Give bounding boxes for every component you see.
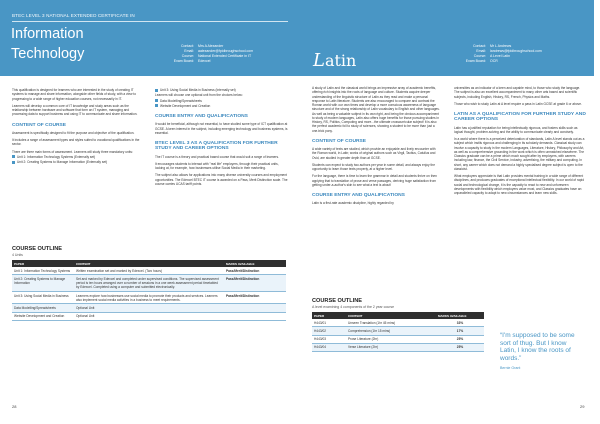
exam-board-value: OCR: [490, 59, 498, 63]
email-value: landrews@fpidbroughschool.com: [490, 49, 542, 53]
table-header-row: [12, 260, 286, 267]
bullet-item: Website Development and Creation: [155, 104, 289, 108]
kicker-divider: [12, 21, 288, 22]
body-paragraph: The IT course is a theory and practical based course that would suit a range of learners.: [155, 154, 279, 159]
table-header-row: [312, 312, 484, 319]
intro-paragraph: This qualification is designed for learners who are interested in the study of creating IT systems to manage and share information, alongside other fields of study, with a view to progressing to a wide range of higher education courses, not necessarily in IT.: [12, 88, 136, 101]
outline-subtitle: 4 Units: [12, 253, 23, 257]
pull-quote: [500, 332, 582, 373]
contact-value: Mrs A Alexander: [198, 44, 224, 48]
bullet-square-icon: [12, 155, 15, 158]
table-cell: 25%: [436, 335, 484, 343]
course-kicker: BTEC LEVEL 3 NATIONAL EXTENDED CERTIFICATE IN: [12, 13, 135, 18]
body-paragraph: Latin has a justified reputation for being intellectually rigorous, and fosters skills such as logical thought, problem-solving and the ability to communicate clearly and concisely.: [454, 125, 578, 134]
body-paragraph: It encourages students to interact with "real life" employers, through their practical units, looking at, for example, how businesses utilise Social Media in their marketing.: [155, 161, 279, 171]
bullet-square-icon: [155, 104, 158, 107]
section-heading: COURSE ENTRY AND QUALIFICATIONS: [155, 114, 248, 119]
table-cell: H443/02: [312, 327, 346, 335]
section-heading: COURSE ENTRY AND QUALIFICATIONS: [312, 193, 405, 199]
table-cell: Pass/Merit/Distinction: [224, 267, 286, 275]
table-cell: Verse Literature (2hr): [346, 343, 436, 351]
body-paragraph: In a world where there is a perceived deterioration of standards, Latin A level stands out as a subject which instils rigorous and challenging in its scholarly demands. Classical study can involve a capacity to study in the modern Languages, Literature, History, Philosophy and Art, as well as a comprehensive grounding in the work which is often unmatched elsewhere. The Classics graduate can be a prime which much sought after by employers, with careers including law, finance, the Civil Service, industry, advertising, the military and computing. In short, any career which does not demand a highly specialised degree subject is open to the classicist.: [454, 137, 585, 171]
table-cell: 17%: [436, 327, 484, 335]
bullet-item: Unit 2: Creating Systems to Manage Information (Externally set): [12, 160, 142, 164]
exam-board-key: Exam Board:: [465, 59, 486, 63]
exam-board-value: Edexcel: [198, 59, 211, 63]
contact-value: Mr L Andrews: [490, 44, 512, 48]
table-cell: Prose Literature (2hr): [346, 335, 436, 343]
table-cell: Pass/Merit/Distinction: [224, 292, 286, 304]
body-paragraph: For the language, there is time to learn the grammar in detail and students thrive on then applying that to translation of prose and verse passages, deriving huge satisfaction from getting under-a-author's skin to see what a text is about!: [312, 174, 437, 187]
table-cell: Set and marked by Edexcel and completed under supervised conditions. The supervised assessment period is ten hours arranged over a number of sessions in a one week assessment period timetabled by Edexcel. Completed using a computer and submitted electronically.: [74, 275, 224, 292]
exam-board-key: Exam Board:: [173, 59, 194, 63]
outline-title: COURSE OUTLINE: [12, 246, 63, 252]
table-cell: Learners explore how businesses use social media to promote their products and services. Learners also implement social media activities in a business to meet requirements.: [74, 292, 224, 304]
column-header: CONTENT: [74, 260, 224, 267]
table-row: [312, 327, 484, 335]
intro-paragraph: Learners will develop a common core of IT knowledge and study areas such as the relationship between hardware and software that form an IT system, managing and processing data to support business and using IT to communicate and share information.: [12, 103, 138, 117]
table-cell: Unit 3: Using Social Media in Business: [12, 292, 74, 304]
body-paragraph: Students can expect to study two authors per year in some detail, and always enjoy the opportunity to learn those texts properly, at a higher level.: [312, 162, 435, 172]
table-cell: [224, 304, 286, 312]
table-cell: Unseen Translation (1hr 45 mins): [346, 319, 436, 327]
table-cell: Written examination set and marked by Edexcel. (Two hours): [74, 267, 224, 275]
table-row: [312, 343, 484, 351]
column-header: MARKS AVAILABLE: [224, 260, 286, 267]
body-paragraph: It includes a range of assessment types and styles suited to vocational qualifications in the sector.: [12, 138, 140, 147]
latin-title-initial: L: [313, 50, 325, 71]
table-row: [12, 275, 286, 292]
column-header: PAPER: [312, 312, 346, 319]
bullet-item: Unit 1: Information Technology Systems (Externally set): [12, 155, 142, 159]
quote-text: “I'm supposed to be some sort of thug. But I know Latin, I know the roots of words.”: [500, 332, 575, 362]
course-subtitle: Technology: [11, 46, 85, 62]
table-cell: [224, 312, 286, 320]
table-row: [12, 312, 286, 320]
course-title: Information: [11, 26, 84, 42]
table-cell: Comprehension (1hr 15 mins): [346, 327, 436, 335]
table-row: [12, 267, 286, 275]
table-cell: H443/03: [312, 335, 346, 343]
table-cell: 33%: [436, 319, 484, 327]
body-paragraph: Learners will choose one optional unit from the choices below:: [155, 93, 243, 98]
section-heading: CONTENT OF COURSE: [12, 122, 67, 128]
latin-column-2: [454, 86, 586, 198]
quote-attribution: Bernie Grant: [500, 366, 521, 370]
bullet-square-icon: [12, 161, 15, 164]
page-number: 29: [580, 404, 585, 409]
outline-title: COURSE OUTLINE: [312, 298, 363, 304]
table-cell: H443/04: [312, 343, 346, 351]
table-cell: Data Modelling/Spreadsheets: [12, 304, 74, 312]
body-paragraph: universities as an indicator of a keen and capable mind, to those who study the language. The subject is also an excellent accompaniment to many other arts based and scientific subjects, including English, History, RS, French, Physics and Maths.: [454, 86, 581, 99]
table-cell: Pass/Merit/Distinction: [224, 275, 286, 292]
it-column-2: [155, 88, 289, 189]
column-header: PAPER: [12, 260, 74, 267]
column-header: MARKS AVAILABLE: [436, 312, 484, 319]
table-cell: Website Development and Creation: [12, 312, 74, 320]
page-number: 28: [12, 404, 17, 409]
body-paragraph: It would be beneficial, although not essential, to have studied some type of ICT qualification at GCSE. A keen interest in the subject, including emerging technology and business systems, is essential.: [155, 122, 288, 135]
table-row: [312, 319, 484, 327]
table-row: [12, 292, 286, 304]
body-paragraph: What employers appreciate is that Latin provides mental training in a wide range of different disciplines, and produces graduates of exceptional intellectual flexibility. In our world of rapid social and technological change, it is the capacity to react to new and unforeseen developments with flexibility which employers value most, and Classics graduates have an unparalleled capacity to adapt to new circumstances and learn new skills.: [454, 174, 584, 196]
latin-column-1: [312, 86, 440, 209]
email-value: aalexander@fpidbroughschool.com: [198, 49, 254, 53]
section-heading: LATIN AS A QUALIFICATION FOR FURTHER STUDY AND CAREER OPTIONS: [454, 112, 586, 123]
body-paragraph: A wide variety of texts are studied, which provide an enjoyable and lively encounter with the Roman world, in Latin; works of original authors such as Virgil, Tacitus, Catullus and Ovid, are studied in greater depth than at GCSE.: [312, 147, 436, 160]
bullet-item: Unit 3: Using Social Media in Business (Internally set): [155, 88, 289, 92]
it-outline-table: [12, 260, 286, 321]
contact-key: Contact:: [180, 44, 194, 48]
bullet-square-icon: [155, 99, 158, 102]
body-paragraph: Assessment is specifically designed to fit the purpose and objective of the qualification.: [12, 130, 135, 135]
body-paragraph: Those who wish to study Latin at A level require a pass in Latin GCSE at grade 6 or above.: [454, 101, 582, 106]
right-page: [300, 0, 600, 424]
table-cell: Unit 2: Creating Systems to Manage Information: [12, 275, 74, 292]
course-key: Course:: [473, 54, 486, 58]
course-value: A Level Latin: [490, 54, 511, 58]
course-value: National Extended Certificate in IT: [198, 54, 252, 58]
table-cell: Unit 1: Information Technology Systems: [12, 267, 74, 275]
bullet-item: Data Modelling/Spreadsheets: [155, 99, 289, 103]
it-contact-block: [168, 44, 253, 64]
course-key: Course:: [181, 54, 194, 58]
intro-paragraph: A study of Latin and the classical world brings an impressive array of academic benefits, offering rich insights into the roots of language and culture. Students acquire deeper understanding of the linguistic structure of Latin as they read and make a personal response to Latin literature. Students are also encouraged to compare and contrast the Roman world with our own times and develop a more conscious awareness of language structure and of the strong relationship of Latin vocabulary to English and other languages. As well as being a valuable subject in its own right, and being the obvious accompaniment to study of modern languages, Latin also offers huge benefits for those pursuing studies in History, RS, Politics, Computing and more...the ultimate crosscurricular subject! It is also the perfect academic foil to study of sciences, showing a student to be more than just a one-trick pony.: [312, 86, 440, 133]
table-cell: Optional Unit: [74, 312, 224, 320]
outline-subtitle: A level examining 4 components of the 2 year course: [312, 305, 395, 309]
table-cell: Optional Unit: [74, 304, 224, 312]
table-row: [12, 304, 286, 312]
section-heading: CONTENT OF COURSE: [312, 138, 367, 144]
latin-title-rest: atin: [324, 51, 357, 70]
latin-title: [313, 50, 357, 71]
body-paragraph: The subject also allows for applications into many diverse university courses and employment opportunities. The Edexcel BTEC IT course is awarded on a Pass, Merit Distinction scale. The course carries UCAS tariff points.: [155, 173, 288, 186]
email-key: Email:: [184, 49, 194, 53]
body-paragraph: Latin is a first-rate academic discipline, highly regarded by: [312, 201, 394, 206]
it-column-1: [12, 88, 142, 165]
table-cell: 25%: [436, 343, 484, 351]
column-header: CONTENT: [346, 312, 436, 319]
latin-outline-table: [312, 312, 484, 352]
latin-header: [300, 0, 594, 76]
bullet-square-icon: [155, 89, 158, 92]
table-cell: H443/01: [312, 319, 346, 327]
email-key: Email:: [476, 49, 486, 53]
contact-key: Contact:: [472, 44, 486, 48]
table-row: [312, 335, 484, 343]
latin-contact-block: [460, 44, 542, 64]
body-paragraph: There are three main forms of assessment. Learners will study three mandatory units:: [12, 149, 133, 154]
it-header: [0, 0, 300, 76]
section-heading: BTEC LEVEL 3 AS A QUALIFICATION FOR FURTHER STUDY AND CAREER OPTIONS: [155, 141, 278, 152]
